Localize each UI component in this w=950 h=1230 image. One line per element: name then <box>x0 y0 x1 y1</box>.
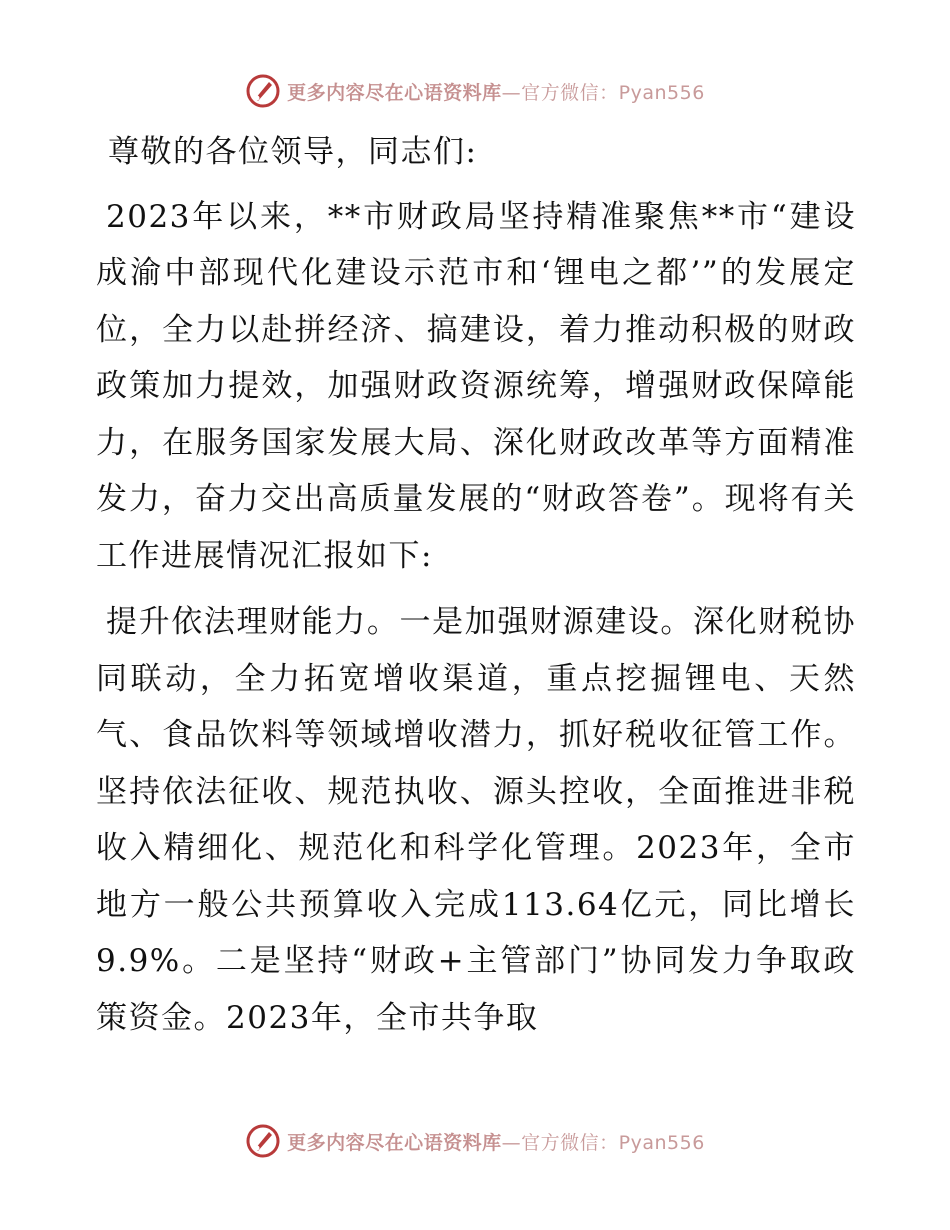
document-body <box>96 124 856 1046</box>
watermark-dash: — <box>501 1131 522 1154</box>
paragraph-intro: 2023年以来，**市财政局坚持精准聚焦**市“建设成渝中部现代化建设示范市和‘锂电之都’”的发展定位，全力以赴拼经济、搞建设，着力推动积极的财政政策加力提效，加强财政资源统筹，增强财政保障能力，在服务国家发展大局、深化财政改革等方面精准发力，奋力交出高质量发展的“财政答卷”。现将有关工作进展情况汇报如下: <box>96 198 856 574</box>
quill-pen-logo-icon <box>245 1123 281 1159</box>
paragraph-finance-capacity: 提升依法理财能力。一是加强财源建设。深化财税协同联动，全力拓宽增收渠道，重点挖掘锂电、天然气、食品饮料等领域增收潜力，抓好税收征管工作。坚持依法征收、规范执收、源头控收，全面推进非税收入精细化、规范化和科学化管理。2023年，全市地方一般公共预算收入完成113.64亿元，同比增长9.9%。二是坚持“财政+主管部门”协同发力争取政策资金。2023年，全市共争取 <box>96 604 856 1036</box>
watermark-dash: — <box>501 81 522 104</box>
watermark-wechat: 官方微信：Pyan556 <box>521 81 705 104</box>
watermark-text <box>287 1128 705 1155</box>
salutation: 尊敬的各位领导，同志们: <box>108 134 478 170</box>
header-watermark <box>0 71 950 111</box>
watermark-brand: 更多内容尽在心语资料库 <box>287 1131 502 1154</box>
watermark-wechat: 官方微信：Pyan556 <box>521 1131 705 1154</box>
watermark-brand: 更多内容尽在心语资料库 <box>287 81 502 104</box>
quill-pen-logo-icon <box>245 73 281 109</box>
footer-watermark <box>0 1121 950 1161</box>
watermark-text <box>287 78 705 105</box>
